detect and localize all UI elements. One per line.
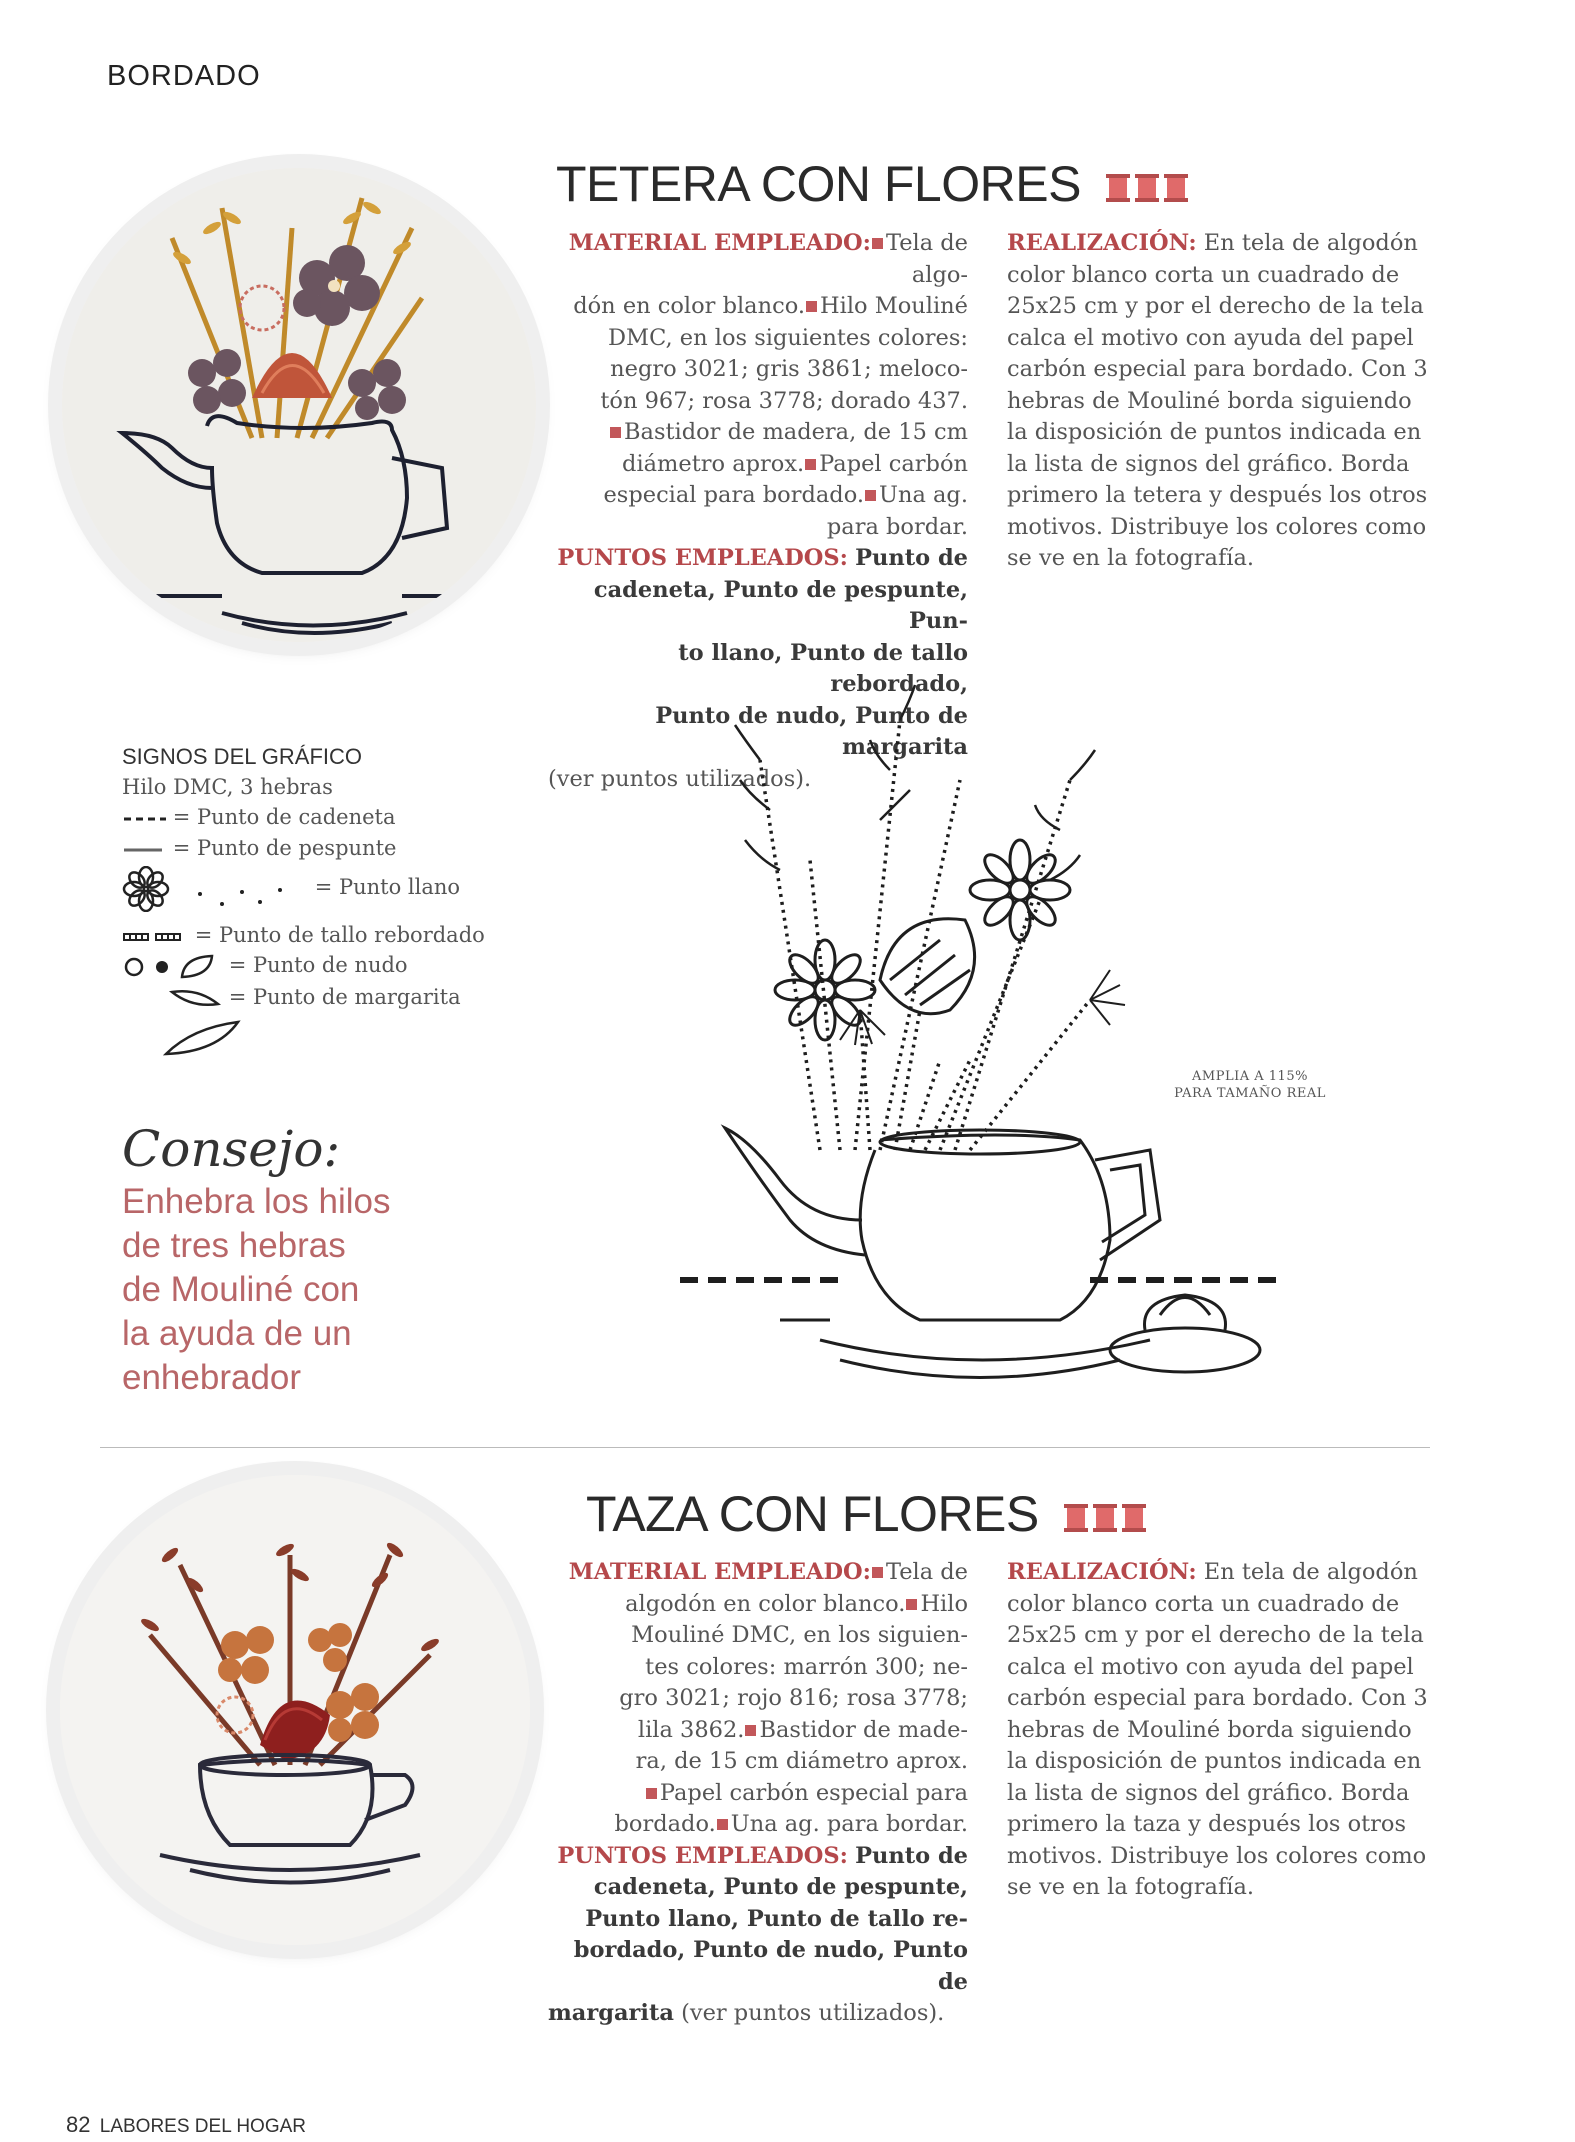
legend-item-tallo: = Punto de tallo rebordado xyxy=(122,920,542,950)
tetera-realizacion-column: REALIZACIÓN: En tela de algodón color blanco corta un cuadrado de 25x25 cm y por el derecho de la tela calca el motivo con ayuda del papel carbón especial para bordado. Con 3 hebras de Mouliné borda siguiendo la disposición de puntos indicada en la lista de signos del gráfico. Borda primero la tetera y después los otros motivos. Distribuye los colores como se ve en la fotografía. xyxy=(1007,230,1428,571)
consejo-heading: Consejo: xyxy=(122,1120,341,1178)
taza-material-column: MATERIAL EMPLEADO: Tela de algodón en color blanco. Hilo Mouliné DMC, en los siguien- tes colores: marrón 300; ne- gro 3021; rojo 816; rosa 3778; lila 3862. Bastidor de made- ra, de 15 cm diámetro aprox. Papel carbón especial para bordado. Una ag. para bordar. PUNTOS EMPLEADOS: Punto de cadeneta, Punto de pespunte, Punto llano, Punto de tallo re- bordado, Punto de nudo, Punto de margarita (ver puntos utilizados). xyxy=(548,1559,968,2026)
legend-item-nudo: = Punto de nudo xyxy=(122,950,542,982)
page-footer xyxy=(66,2112,306,2138)
taza-title xyxy=(586,1485,1148,1543)
solid-line-icon xyxy=(122,845,166,855)
consejo-line: de tres hebras xyxy=(122,1226,346,1265)
difficulty-spools-icon xyxy=(1062,1501,1148,1535)
leaf-stitch-large-icon xyxy=(162,1018,242,1058)
page-number: 82 xyxy=(66,2112,91,2137)
legend-item-llano: = Punto llano xyxy=(122,864,542,910)
puntos-label: PUNTOS EMPLEADOS: xyxy=(557,1842,848,1869)
braided-line-icon xyxy=(122,932,188,942)
material-label: MATERIAL EMPLEADO: xyxy=(568,230,871,256)
taza-title-text: TAZA CON FLORES xyxy=(586,1486,1039,1542)
taza-realizacion-column: REALIZACIÓN: En tela de algodón color blanco corta un cuadrado de 25x25 cm y por el derecho de la tela calca el motivo con ayuda del papel carbón especial para bordado. Con 3 hebras de Mouliné borda siguiendo la disposición de puntos indicada en la lista de signos del gráfico. Borda primero la taza y después los otros motivos. Distribuye los colores como se ve en la fotografía. xyxy=(1007,1559,1428,1900)
realizacion-label: REALIZACIÓN: xyxy=(1007,1559,1197,1585)
section-divider xyxy=(100,1447,1430,1448)
puntos-label: PUNTOS EMPLEADOS: xyxy=(557,545,848,571)
consejo-box xyxy=(122,1120,562,1400)
realizacion-label: REALIZACIÓN: xyxy=(1007,230,1197,256)
consejo-line: enhebrador xyxy=(122,1358,302,1397)
enlarge-note: AMPLIA A 115% PARA TAMAÑO REAL xyxy=(1174,1069,1326,1101)
tetera-embroidery-photo xyxy=(62,168,536,642)
knot-icon xyxy=(122,952,222,982)
difficulty-spools-icon xyxy=(1104,171,1190,205)
legend-item-pespunte: = Punto de pespunte xyxy=(122,833,542,864)
legend-item-cadeneta: = Punto de cadeneta xyxy=(122,802,542,833)
material-label: MATERIAL EMPLEADO: xyxy=(568,1559,871,1585)
legend-title: SIGNOS DEL GRÁFICO xyxy=(122,744,363,769)
legend-item-margarita: = Punto de margarita xyxy=(122,982,542,1014)
flower-stitch-icon xyxy=(122,866,308,912)
leaf-stitch-icon xyxy=(168,984,222,1014)
taza-embroidery-photo xyxy=(60,1475,530,1945)
magazine-name: LABORES DEL HOGAR xyxy=(99,2116,307,2137)
section-label: BORDADO xyxy=(107,60,261,92)
tetera-material-column: MATERIAL EMPLEADO: Tela de algo- dón en color blanco. Hilo Mouliné DMC, en los siguientes colores: negro 3021; gris 3861; meloco- tón 967; rosa 3778; dorado 437. Bastidor de madera, de 15 cm diámetro aprox. Papel carbón especial para bordado. Una ag. para bordar. PUNTOS EMPLEADOS: Punto de cadeneta, Punto de pespunte, Pun- to llano, Punto de tallo rebordado, Punto de nudo, Punto de margarita (ver puntos utilizados). xyxy=(548,230,968,792)
legend xyxy=(122,742,542,1066)
tetera-title-text: TETERA CON FLORES xyxy=(556,156,1081,212)
consejo-line: de Mouliné con xyxy=(122,1270,360,1309)
legend-subtitle: Hilo DMC, 3 hebras xyxy=(122,775,333,799)
dashed-line-icon xyxy=(122,814,166,824)
consejo-line: la ayuda de un xyxy=(122,1314,352,1353)
tetera-title xyxy=(556,155,1190,213)
teapot-pattern-drawing xyxy=(640,680,1320,1400)
consejo-line: Enhebra los hilos xyxy=(122,1182,391,1221)
